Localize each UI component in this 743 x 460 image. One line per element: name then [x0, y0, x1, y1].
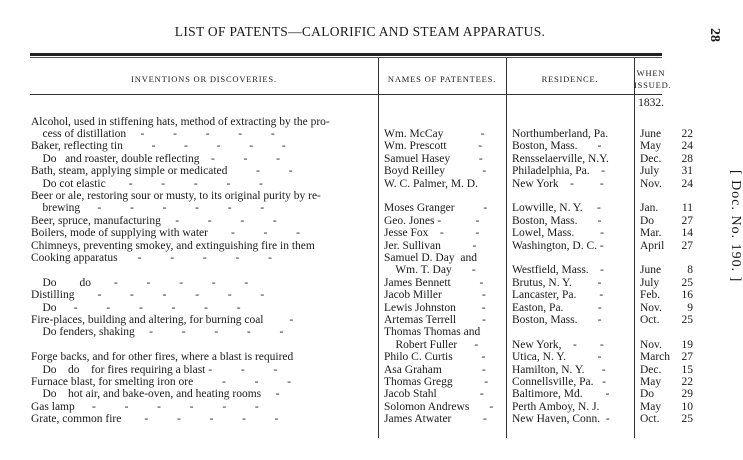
invention-cell: Furnace blast, for smelting iron ore - - - [31, 375, 291, 388]
issued-month-cell: June [640, 264, 662, 277]
issued-day-cell: 24 [681, 140, 693, 153]
table-row [0, 413, 743, 425]
table-row [0, 227, 743, 239]
residence-cell: Boston, Mass. - [512, 214, 602, 227]
table-row [0, 190, 743, 202]
table-row [0, 376, 743, 388]
invention-cell: cess of distillation - - - - - [31, 127, 275, 140]
residence-cell: New York - - [512, 177, 604, 190]
year-label: 1832. [638, 97, 664, 109]
patentee-cell: Jacob Miller - [384, 289, 486, 302]
issued-day-cell: 24 [681, 177, 693, 190]
issued-day-cell: 25 [681, 276, 693, 289]
issued-month-cell: Do [640, 214, 655, 227]
issued-month-cell: Oct. [640, 413, 660, 426]
table-row [0, 314, 743, 326]
table-row [0, 401, 743, 413]
residence-cell: Lowville, N. Y. - [512, 202, 601, 215]
issued-day-cell: 8 [687, 264, 693, 277]
table-top-rule [30, 53, 662, 56]
column-header-patentees: NAMES OF PATENTEES. [387, 74, 497, 84]
table-row [0, 178, 743, 190]
residence-cell: Connellsville, Pa. - [512, 375, 606, 388]
invention-cell: Do do - - - - - [31, 276, 249, 289]
issued-day-cell: 25 [681, 413, 693, 426]
column-header-inventions: INVENTIONS OR DISCOVERIES. [131, 74, 277, 84]
issued-month-cell: Feb. [640, 289, 661, 302]
residence-cell: Rensselaerville, N.Y. [512, 152, 609, 165]
invention-cell: Gas lamp - - - - - - [31, 400, 259, 413]
invention-cell: Grate, common fire - - - - - [31, 413, 279, 426]
table-row [0, 215, 743, 227]
table-row [0, 388, 743, 400]
table-row [0, 153, 743, 165]
issued-month-cell: Dec. [640, 152, 662, 165]
patentee-cell: Samuel Hasey - [384, 152, 483, 165]
patentee-cell: Thomas Thomas and [384, 326, 481, 339]
residence-cell: Northumberland, Pa. [512, 127, 609, 140]
issued-month-cell: Jan. [640, 202, 659, 215]
table-row [0, 339, 743, 351]
patentee-cell: Wm. T. Day - [384, 264, 476, 277]
residence-cell: Brutus, N. Y. - [512, 276, 602, 289]
patentee-cell: Lewis Johnston - [384, 301, 486, 314]
issued-day-cell: 27 [681, 214, 693, 227]
table-row [0, 252, 743, 264]
issued-month-cell: Nov. [640, 301, 662, 314]
invention-cell: Do cot elastic - - - - - [31, 177, 263, 190]
issued-month-cell: Dec. [640, 363, 662, 376]
issued-day-cell: 15 [681, 363, 693, 376]
issued-day-cell: 28 [681, 152, 693, 165]
table-row [0, 165, 743, 177]
page-number: 28 [707, 28, 722, 42]
invention-cell: Forge backs, and for other fires, where a blast is required [31, 351, 294, 364]
patentee-cell: Robert Fuller - [384, 338, 479, 351]
patentee-cell: James Bennett - [384, 276, 484, 289]
column-header-issued-line2: ISSUED. [634, 80, 672, 90]
patentee-cell: Philo C. Curtis - [384, 351, 486, 364]
residence-cell: Boston, Mass. - [512, 313, 602, 326]
issued-day-cell: 25 [681, 313, 693, 326]
issued-day-cell: 27 [681, 239, 693, 252]
invention-cell: Cooking apparatus - - - - - [31, 251, 272, 264]
residence-cell: Boston, Mass. - [512, 140, 602, 153]
issued-month-cell: Do [640, 388, 655, 401]
invention-cell: Bath, steam, applying simple or medicated - - [31, 165, 293, 178]
table-header-rule [30, 94, 662, 95]
issued-day-cell: 11 [681, 202, 693, 215]
patentee-cell: Moses Granger - [384, 202, 488, 215]
patentee-cell: Asa Graham - [384, 363, 486, 376]
table-row [0, 140, 743, 152]
issued-month-cell: July [640, 276, 660, 289]
patentee-cell: W. C. Palmer, M. D. [384, 177, 478, 190]
issued-day-cell: 14 [681, 227, 693, 240]
issued-day-cell: 16 [681, 289, 693, 302]
table-row [0, 128, 743, 140]
issued-day-cell: 9 [687, 301, 693, 314]
table-row [0, 240, 743, 252]
issued-day-cell: 31 [681, 165, 693, 178]
table-row [0, 364, 743, 376]
issued-month-cell: Oct. [640, 313, 660, 326]
issued-month-cell: July [640, 165, 660, 178]
document-reference: [ Doc. No. 190. ] [728, 170, 743, 283]
patentee-cell: James Atwater - [384, 413, 487, 426]
invention-cell: Fire-places, building and altering, for burning coal - [31, 313, 294, 326]
invention-cell: Baker, reflecting tin - - - - - [31, 140, 286, 153]
issued-month-cell: June [640, 127, 662, 140]
table-row [0, 264, 743, 276]
patentee-cell: Solomon Andrews - [384, 400, 494, 413]
invention-cell: Boilers, mode of supplying with water - - - [31, 227, 300, 240]
invention-cell: Beer, spruce, manufacturing - - - - [31, 214, 277, 227]
issued-month-cell: May [640, 140, 662, 153]
issued-month-cell: April [640, 239, 665, 252]
patentee-cell: Jesse Fox - - [384, 227, 480, 240]
page-title: LIST OF PATENTS—CALORIFIC AND STEAM APPARATUS. [174, 24, 546, 39]
issued-day-cell: 22 [681, 127, 693, 140]
patentee-cell: Thomas Gregg - [384, 375, 489, 388]
issued-day-cell: 10 [681, 400, 693, 413]
table-row [0, 277, 743, 289]
invention-cell: Do do for fires requiring a blast - - - [31, 363, 278, 376]
residence-cell: New York, - - [512, 338, 604, 351]
patentee-cell: Artemas Terrell - [384, 313, 486, 326]
patentee-cell: Jacob Stahl - [384, 388, 484, 401]
invention-cell: Do fenders, shaking - - - - - [31, 326, 284, 339]
invention-cell: brewing - - - - - - [31, 202, 265, 215]
table-row [0, 116, 743, 128]
table-row [0, 326, 743, 338]
invention-cell: Chimneys, preventing smokey, and extinguishing fire in them [31, 239, 315, 252]
residence-cell: Washington, D. C. - [512, 239, 604, 252]
issued-month-cell: March [640, 351, 671, 364]
patentee-cell: Wm. McCay - [384, 127, 485, 140]
column-header-issued-line1: WHEN [636, 68, 666, 78]
patentee-cell: Jer. Sullivan - [384, 239, 477, 252]
table-row [0, 302, 743, 314]
residence-cell: Perth Amboy, N. J. [512, 400, 600, 413]
issued-day-cell: 29 [681, 388, 693, 401]
issued-day-cell: 22 [681, 375, 693, 388]
issued-month-cell: Mar. [640, 227, 662, 240]
issued-month-cell: Nov. [640, 177, 662, 190]
issued-month-cell: Nov. [640, 338, 662, 351]
issued-month-cell: May [640, 375, 662, 388]
patentee-cell: Boyd Reilley - [384, 165, 487, 178]
table-row [0, 351, 743, 363]
table-top-rule-thin [30, 57, 662, 58]
patentee-cell: Wm. Prescott - [384, 140, 483, 153]
table-row [0, 289, 743, 301]
residence-cell: Utica, N. Y. - [512, 351, 602, 364]
residence-cell: Lowel, Mass. - [512, 227, 604, 240]
issued-day-cell: 27 [681, 351, 693, 364]
patentee-cell: Samuel D. Day and [384, 251, 477, 264]
residence-cell: Lancaster, Pa. - [512, 289, 604, 302]
residence-cell: Easton, Pa. - [512, 301, 602, 314]
invention-cell: Alcohol, used in stiffening hats, method of extracting by the pro- [31, 115, 330, 128]
residence-cell: New Haven, Conn. - [512, 413, 610, 426]
residence-cell: Philadelphia, Pa. - [512, 165, 605, 178]
table-row [0, 202, 743, 214]
invention-cell: Distilling - - - - - - [31, 289, 265, 302]
residence-cell: Hamilton, N. Y. - [512, 363, 606, 376]
patentee-cell: Geo. Jones - - [384, 214, 480, 227]
residence-cell: Westfield, Mass. - [512, 264, 605, 277]
invention-cell: Do - - - - - - [31, 301, 241, 314]
invention-cell: Do and roaster, double reflecting - - - [31, 152, 280, 165]
column-header-residence: RESIDENCE. [541, 74, 599, 84]
invention-cell: Do hot air, and bake-oven, and heating rooms - [31, 388, 280, 401]
issued-month-cell: May [640, 400, 662, 413]
residence-cell: Baltimore, Md. - [512, 388, 610, 401]
issued-day-cell: 19 [681, 338, 693, 351]
invention-cell: Beer or ale, restoring sour or musty, to its original purity by re- [31, 189, 321, 202]
